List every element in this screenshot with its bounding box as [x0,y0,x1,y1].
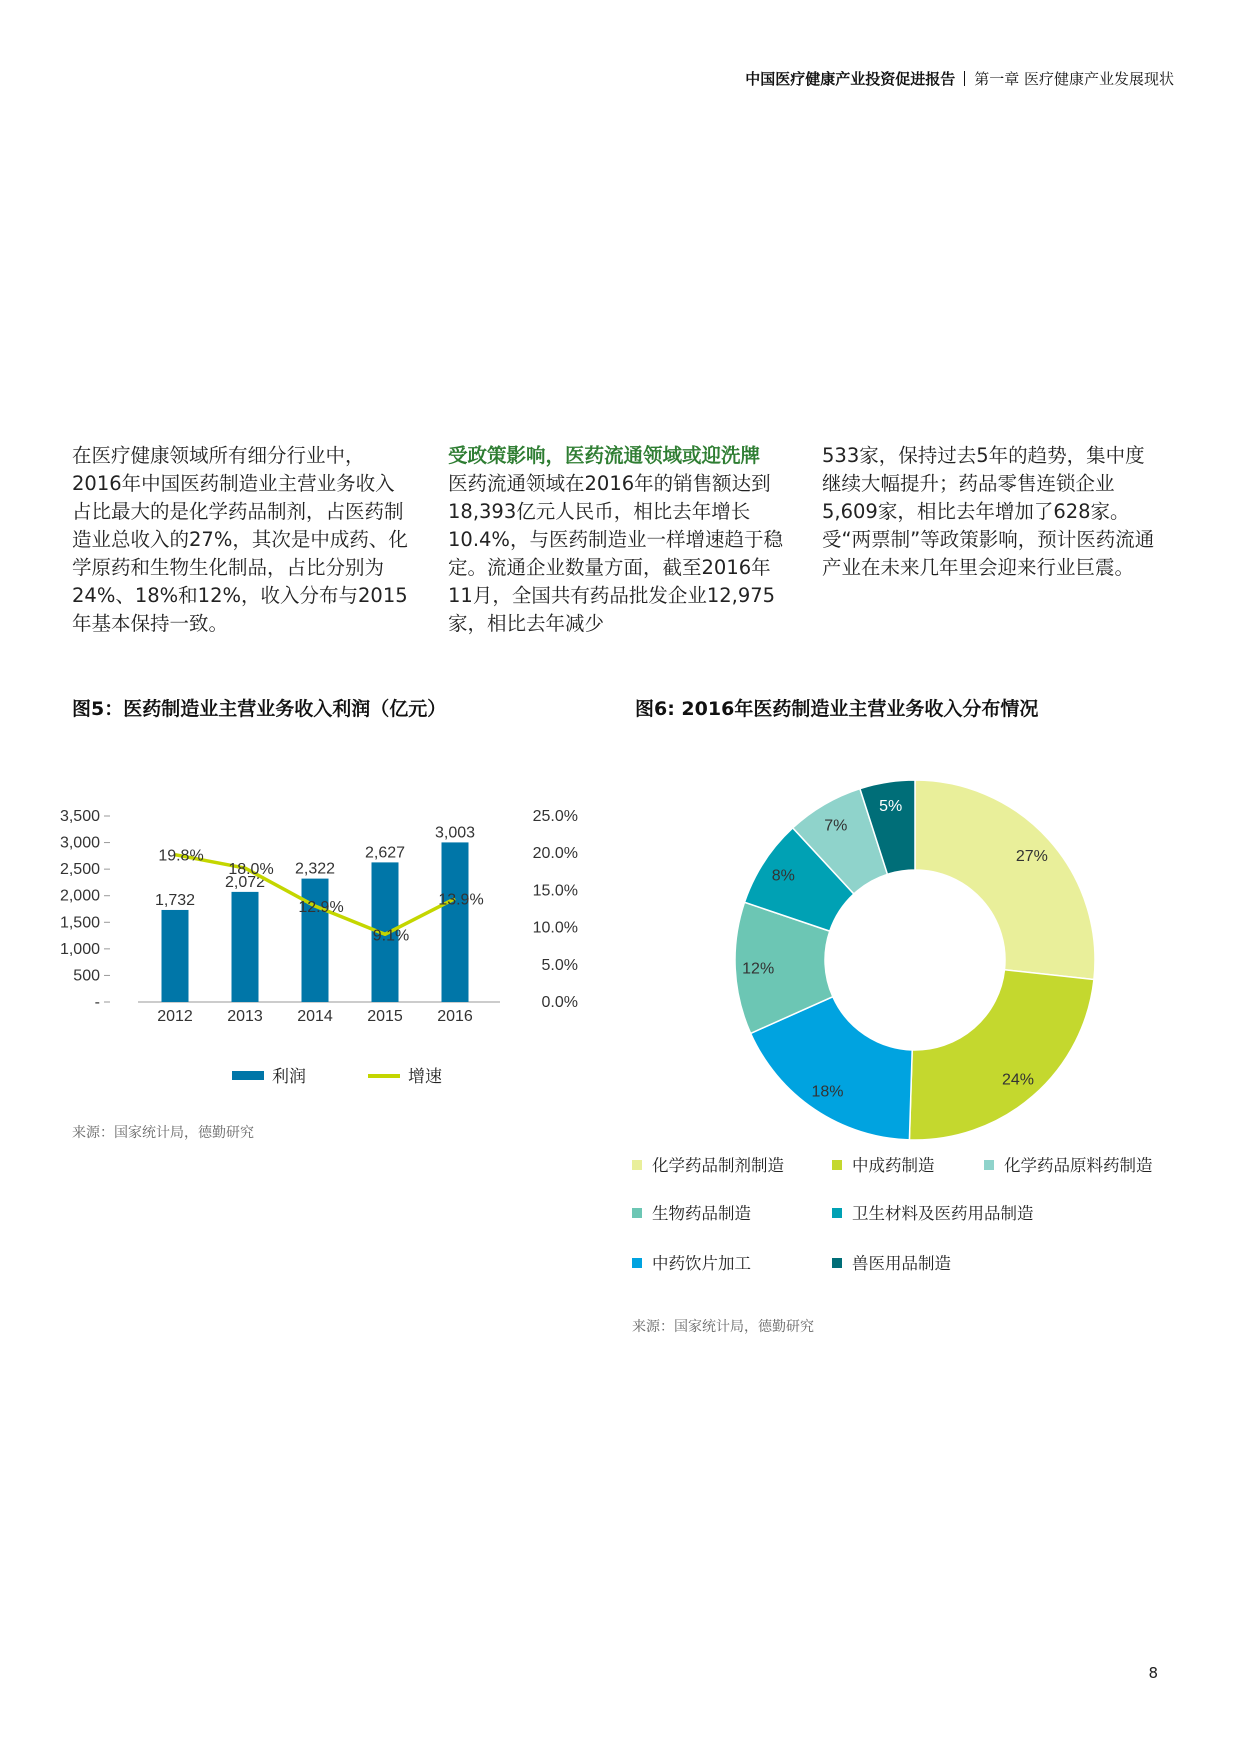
slice-2 [909,970,1094,1140]
legend-label: 卫生材料及医药用品制造 [852,1204,1034,1223]
figure-5-source: 来源：国家统计局，德勤研究 [72,1125,254,1141]
left-tick-label: - [94,994,100,1011]
x-tick-label-2013: 2013 [227,1008,263,1025]
bar-label-2014: 2,322 [294,860,336,878]
revenue-donut-chart [720,760,1120,1160]
legend-growth [368,1062,442,1087]
legend-growth-swatch [368,1074,400,1078]
right-tick-label: 10.0% [532,919,578,937]
legend-swatch [632,1160,642,1170]
legend-swatch [984,1160,994,1170]
legend-item [984,1152,1153,1176]
figure-5-title: 图5：医药制造业主营业务收入利润（亿元） [72,698,447,720]
legend-label: 中药饮片加工 [652,1254,751,1273]
bar-label-2012: 1,732 [154,891,196,909]
slice-1 [915,780,1095,980]
x-tick-label-2016: 2016 [437,1008,473,1025]
legend-swatch [632,1258,642,1268]
legend-profit-label: 利润 [272,1067,306,1087]
slice-label-7: 5% [879,797,903,815]
legend-swatch [832,1258,842,1268]
right-tick-label: 25.0% [532,808,578,825]
right-tick-label: 15.0% [532,882,578,900]
growth-label-2015: 9.1% [372,927,410,945]
legend-swatch [832,1208,842,1218]
legend-label: 兽医用品制造 [852,1254,951,1273]
bar-2013 [232,892,259,1002]
bar-2016 [442,842,469,1002]
slice-label-1: 27% [1015,848,1048,866]
running-header [745,68,1174,89]
legend-profit [232,1062,306,1087]
legend-label: 化学药品制剂制造 [652,1156,784,1175]
slice-label-2: 24% [1001,1071,1034,1089]
text-column-2 [448,442,790,638]
text-column-3 [822,442,1164,582]
legend-item [632,1152,784,1176]
report-title: 中国医疗健康产业投资促进报告 [745,70,956,88]
slice-label-6: 7% [824,817,848,835]
section-heading: 受政策影响，医药流通领域或迎洗牌 [448,444,761,467]
growth-label-2013: 18.0% [228,861,274,879]
legend-swatch [832,1160,842,1170]
growth-label-2012: 19.8% [158,847,204,865]
slice-label-4: 12% [742,960,775,978]
legend-item [832,1152,935,1176]
bar-label-2016: 3,003 [434,824,476,842]
legend-profit-swatch [232,1071,264,1080]
left-tick-label: 3,500 [60,808,100,825]
header-divider [964,71,965,86]
legend-label: 中成药制造 [852,1156,935,1175]
growth-label-2014: 12.9% [298,899,344,917]
legend-item [832,1250,951,1274]
legend-label: 化学药品原料药制造 [1004,1156,1153,1175]
text-column-1 [72,442,414,638]
left-tick-label: 2,500 [60,861,100,879]
bar-2012 [162,910,189,1002]
growth-label-2016: 13.9% [438,891,484,909]
legend-item [632,1200,751,1224]
paragraph-manufacturing: 在医疗健康领域所有细分行业中，2016年中国医药制造业主营业务收入占比最大的是化学药品制剂，占医药制造业总收入的27%，其次是中成药、化学原药和生物生化制品，占比分别为24%、18%和12%，收入分布与2015年基本保持一致。 [72,444,408,635]
left-tick-label: 1,000 [60,940,100,958]
legend-swatch [632,1208,642,1218]
paragraph-distribution-cont: 533家，保持过去5年的趋势，集中度继续大幅提升；药品零售连锁企业5,609家，相比去年增加了628家。受“两票制”等政策影响，预计医药流通产业在未来几年里会迎来行业巨震。 [822,444,1155,579]
legend-growth-label: 增速 [408,1067,442,1087]
right-tick-label: 20.0% [532,845,578,863]
figure-6-title: 图6: 2016年医药制造业主营业务收入分布情况 [635,698,1039,720]
left-tick-label: 1,500 [60,914,100,932]
slice-label-5: 8% [771,867,795,885]
legend-label: 生物药品制造 [652,1204,751,1223]
right-tick-label: 0.0% [541,994,578,1011]
figure-6-source: 来源：国家统计局，德勤研究 [632,1319,814,1335]
paragraph-distribution: 医药流通领域在2016年的销售额达到18,393亿元人民币，相比去年增长10.4%，与医药制造业一样增速趋于稳定。流通企业数量方面，截至2016年11月，全国共有药品批发企业12,975家，相比去年减少 [448,472,783,635]
chapter-title: 第一章 医疗健康产业发展现状 [974,70,1174,88]
right-tick-label: 5.0% [541,956,578,974]
slice-label-3: 18% [811,1083,844,1101]
legend-item [832,1200,1034,1224]
profit-bar-line-chart [60,770,620,1040]
bar-label-2015: 2,627 [364,844,406,862]
left-tick-label: 500 [73,967,100,985]
bar-label-2013: 2,072 [224,873,266,891]
left-tick-label: 2,000 [60,887,100,905]
left-tick-label: 3,000 [60,834,100,852]
legend-item [632,1250,751,1274]
x-tick-label-2012: 2012 [157,1008,193,1025]
page-number: 8 [1148,1664,1158,1682]
bar-2014 [302,879,329,1002]
x-tick-label-2015: 2015 [367,1008,403,1025]
x-tick-label-2014: 2014 [297,1008,333,1025]
